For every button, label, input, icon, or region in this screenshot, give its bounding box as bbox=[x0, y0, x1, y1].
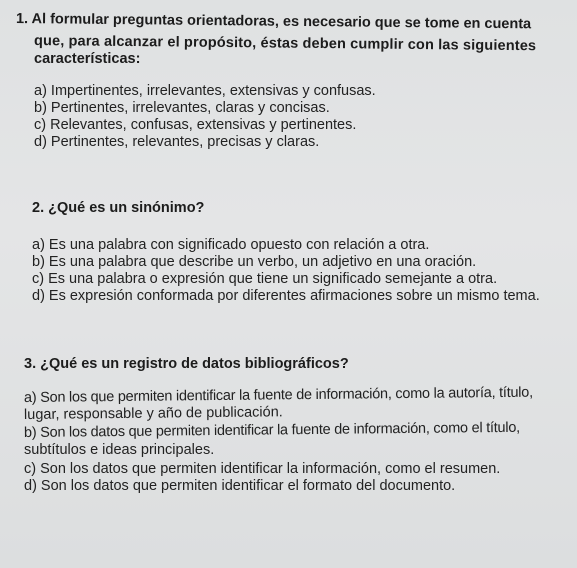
question-1-number: 1. bbox=[15, 11, 29, 28]
question-1-title-line-2: que, para alcanzar el propósito, éstas deben cumplir con las siguientes bbox=[33, 33, 537, 55]
question-3-option-d: d) Son los datos que permiten identificar el formato del documento. bbox=[24, 478, 456, 494]
question-1-option-a: a) Impertinentes, irrelevantes, extensivas y confusas. bbox=[34, 83, 376, 99]
question-2-title-text: ¿Qué es un sinónimo? bbox=[48, 200, 205, 216]
question-2-number: 2. bbox=[32, 200, 45, 216]
question-3-number: 3. bbox=[24, 356, 37, 372]
question-2-option-a: a) Es una palabra con significado opuesto con relación a otra. bbox=[32, 237, 430, 253]
question-2-option-c: c) Es una palabra o expresión que tiene un significado semejante a otra. bbox=[32, 271, 498, 287]
question-1-option-b: b) Pertinentes, irrelevantes, claras y concisas. bbox=[34, 100, 330, 116]
question-1-title-text-1: Al formular preguntas orientadoras, es necesario que se tome en cuenta bbox=[31, 11, 532, 33]
question-1-option-c: c) Relevantes, confusas, extensivas y pertinentes. bbox=[34, 117, 357, 133]
question-1-option-d: d) Pertinentes, relevantes, precisas y claras. bbox=[34, 134, 320, 150]
question-3-option-c: c) Son los datos que permiten identificar la información, como el resumen. bbox=[24, 461, 501, 477]
question-3-title-text: ¿Qué es un registro de datos bibliográficos? bbox=[40, 356, 349, 372]
question-2-option-b: b) Es una palabra que describe un verbo, un adjetivo en una oración. bbox=[32, 254, 477, 270]
question-3-option-b-line-2: subtítulos e ideas principales. bbox=[24, 442, 215, 458]
question-3-option-a-line-1: a) Son los que permiten identificar la fuente de información, como la autoría, título, bbox=[23, 384, 533, 406]
question-1-title-line-3: características: bbox=[34, 51, 141, 67]
question-2-option-d: d) Es expresión conformada por diferentes afirmaciones sobre un mismo tema. bbox=[32, 288, 540, 304]
question-1-title-line-1 bbox=[16, 11, 531, 33]
question-2-title bbox=[32, 200, 204, 217]
question-3-title bbox=[24, 356, 349, 373]
question-3-option-b-line-1: b) Son los datos que permiten identificar la fuente de información, como el título, bbox=[23, 419, 520, 441]
question-3-option-a-line-2: lugar, responsable y año de publicación. bbox=[23, 404, 283, 423]
